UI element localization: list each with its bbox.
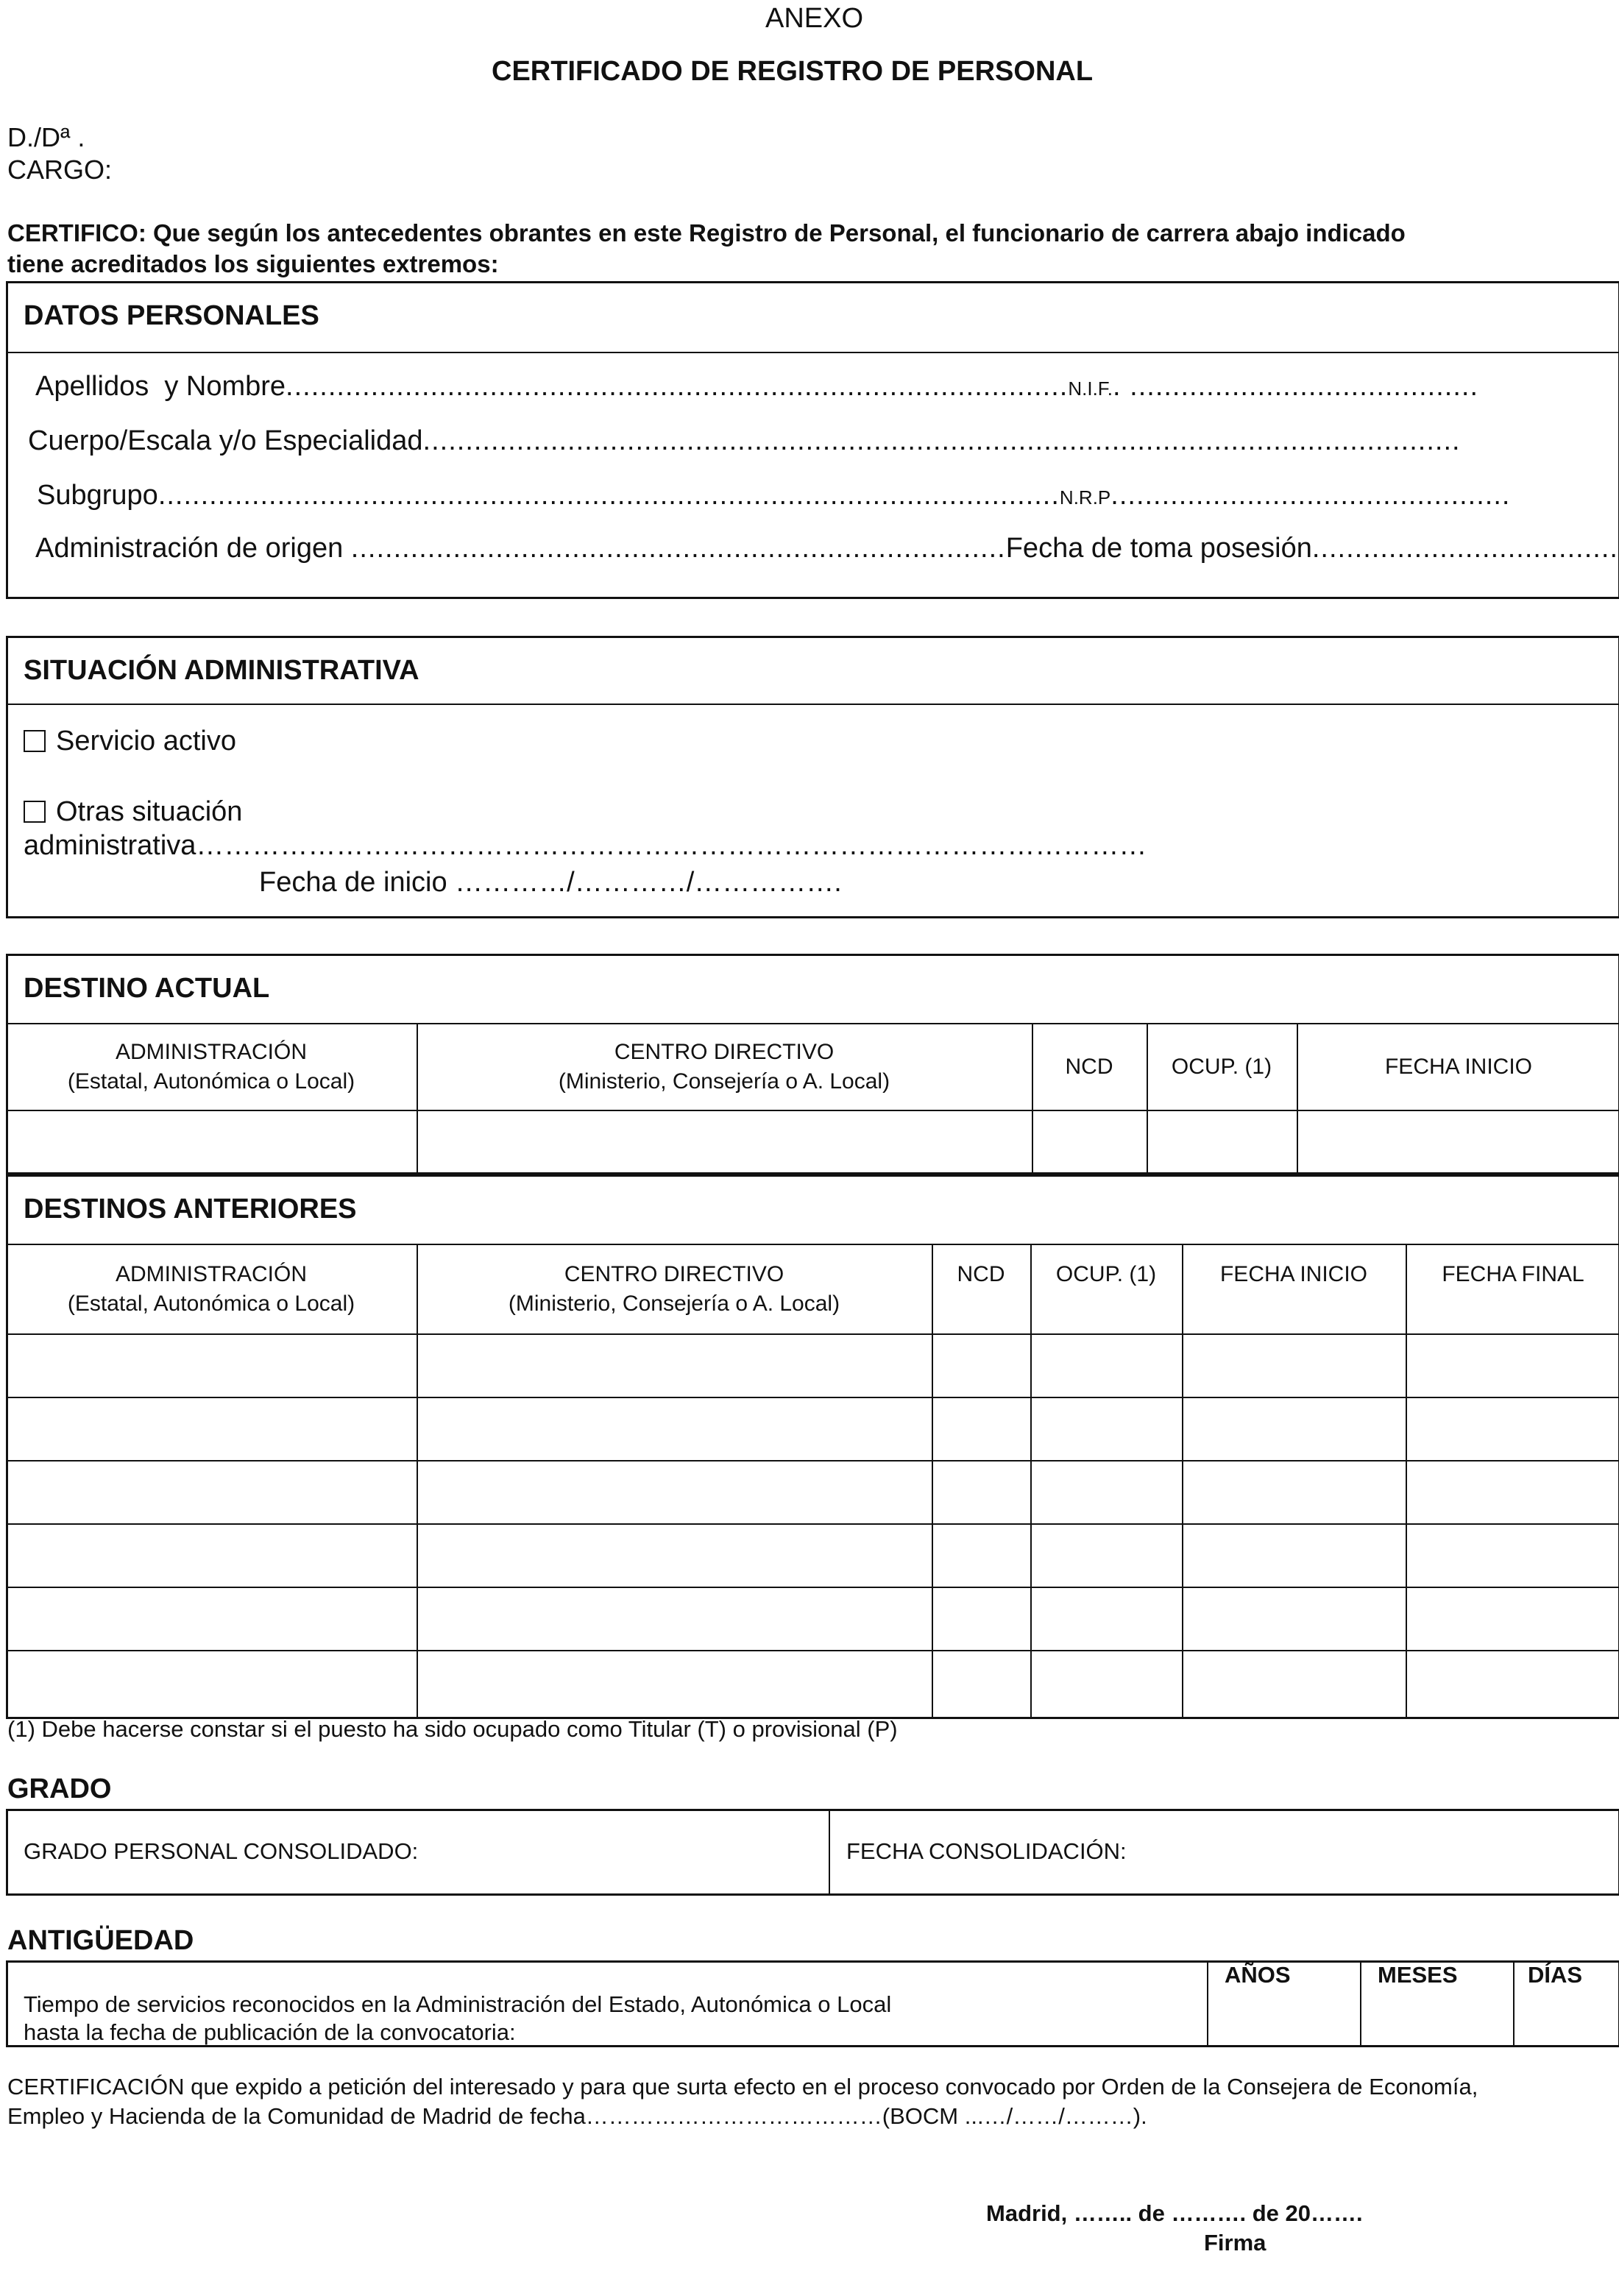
active-service-label: Servicio activo (56, 726, 236, 757)
nif-label: N.I.F. (1068, 378, 1113, 400)
seniority-text-line2: hasta la fecha de publicación de la convocatoria: (24, 2019, 516, 2045)
active-service-option[interactable] (24, 726, 236, 757)
origin-administration-label: Administración de origen (35, 533, 351, 564)
column-divider (1032, 1023, 1033, 1174)
column-header-start-date: FECHA INICIO (1384, 1055, 1533, 1079)
column-divider (1147, 1023, 1148, 1174)
previous-postings-title: DESTINOS ANTERIORES (24, 1194, 357, 1225)
other-status-option[interactable] (24, 796, 242, 828)
divider (6, 1244, 1619, 1245)
consolidated-grade-label: GRADO PERSONAL CONSOLIDADO: (24, 1838, 419, 1864)
table-row-divider (6, 1460, 1619, 1461)
divider (6, 352, 1619, 353)
column-divider (1406, 1244, 1407, 1719)
position-label: CARGO: (7, 155, 113, 185)
divider (6, 1110, 1619, 1111)
divider (6, 1023, 1619, 1024)
subgroup-fill-line: .......................................................................................................... (157, 480, 1060, 511)
table-row-divider (6, 1650, 1619, 1651)
document-title: CERTIFICADO DE REGISTRO DE PERSONAL (492, 56, 1094, 87)
column-divider (1360, 1960, 1361, 2047)
full-name-fill-line: ............................................................................................ (286, 371, 1069, 402)
column-header-occupation: OCUP. (1) (1055, 1262, 1157, 1286)
footnote: (1) Debe hacerse constar si el puesto ha sido ocupado como Titular (T) o provisional (P) (7, 1716, 898, 1742)
column-header-occupation: OCUP. (1) (1171, 1055, 1272, 1079)
current-posting-title: DESTINO ACTUAL (24, 973, 270, 1004)
table-row-divider (6, 1333, 1619, 1335)
column-divider (932, 1244, 933, 1719)
table-row-divider (6, 1587, 1619, 1588)
column-header-administration: ADMINISTRACIÓN (Estatal, Autonómica o Local) (67, 1040, 355, 1094)
column-header-ncd: NCD (957, 1262, 1005, 1286)
personal-data-title: DATOS PERSONALES (24, 300, 319, 331)
months-header: MESES (1378, 1962, 1458, 1988)
certification-statement-line1: CERTIFICO: Que según los antecedentes obrantes en este Registro de Personal, el funcionario de carrera abajo indicado (7, 219, 1406, 247)
subgroup-label: Subgrupo (37, 480, 158, 511)
closing-certification-line1: CERTIFICACIÓN que expido a petición del interesado y para que surta efecto en el proceso convocado por Orden de la Consejera de Economía, (7, 2074, 1478, 2100)
column-header-directive-center: CENTRO DIRECTIVO (Ministerio, Consejería o A. Local) (508, 1262, 840, 1316)
table-row-divider (6, 1523, 1619, 1525)
table-row-divider (6, 1397, 1619, 1398)
nrp-fill-line: ............................................... (1110, 480, 1511, 511)
days-header: DÍAS (1528, 1962, 1583, 1988)
previous-postings-section (6, 1174, 1619, 1719)
subgroup-field (37, 480, 1510, 511)
closing-certification-line2: Empleo y Hacienda de la Comunidad de Madrid de fecha…………………………………(BOCM ...…/……/………). (7, 2103, 1147, 2129)
column-header-ncd: NCD (1065, 1055, 1113, 1079)
place-date-line: Madrid, …….. de ………. de 20……. (986, 2200, 1363, 2226)
checkbox-icon[interactable] (24, 801, 46, 823)
column-header-end-date: FECHA FINAL (1442, 1262, 1584, 1286)
other-status-label: Otras situación (56, 796, 243, 827)
years-header: AÑOS (1225, 1962, 1291, 1988)
grade-title: GRADO (7, 1774, 112, 1804)
consolidation-date-label: FECHA CONSOLIDACIÓN: (846, 1838, 1127, 1864)
checkbox-icon[interactable] (24, 730, 46, 752)
column-header-directive-center: CENTRO DIRECTIVO (Ministerio, Consejería o A. Local) (558, 1040, 890, 1094)
full-name-field (35, 371, 1478, 403)
nrp-label: N.R.P (1059, 486, 1111, 509)
seniority-title: ANTIGÜEDAD (7, 1925, 194, 1956)
column-header-start-date: FECHA INICIO (1219, 1262, 1368, 1286)
corps-fill-line: .......................................................................................................................... (422, 425, 1461, 456)
seniority-text-line1: Tiempo de servicios reconocidos en la Administración del Estado, Autonómica o Local (24, 1991, 892, 2017)
holder-name-label: D./Dª . (7, 122, 85, 152)
possession-date-label: Fecha de toma posesión (1005, 533, 1312, 564)
certification-statement-line2: tiene acreditados los siguientes extremos: (7, 250, 499, 277)
origin-administration-fill-line: ............................................................................. (350, 533, 1006, 564)
column-divider (1182, 1244, 1183, 1719)
corps-field (28, 425, 1461, 457)
column-divider (829, 1809, 830, 1896)
divider (6, 704, 1619, 705)
column-divider (1207, 1960, 1208, 2047)
origin-administration-field (35, 533, 1618, 564)
column-divider (1513, 1960, 1515, 2047)
other-status-fill-line: administrativa………………………………………………………………………………………… (24, 830, 1147, 861)
corps-label: Cuerpo/Escala y/o Especialidad (28, 425, 423, 456)
signature-label: Firma (1204, 2230, 1266, 2256)
column-divider (1030, 1244, 1032, 1719)
column-divider (1297, 1023, 1298, 1174)
nif-fill-line: . ......................................... (1113, 371, 1479, 402)
administrative-status-title: SITUACIÓN ADMINISTRATIVA (24, 655, 419, 686)
possession-date-fill-line: .................................... (1311, 533, 1618, 564)
full-name-label: Apellidos y Nombre (35, 371, 286, 402)
column-header-administration: ADMINISTRACIÓN (Estatal, Autonómica o Local) (67, 1262, 355, 1316)
start-date-field: Fecha de inicio …………/…………/……………. (259, 867, 842, 898)
annex-label: ANEXO (765, 3, 864, 34)
